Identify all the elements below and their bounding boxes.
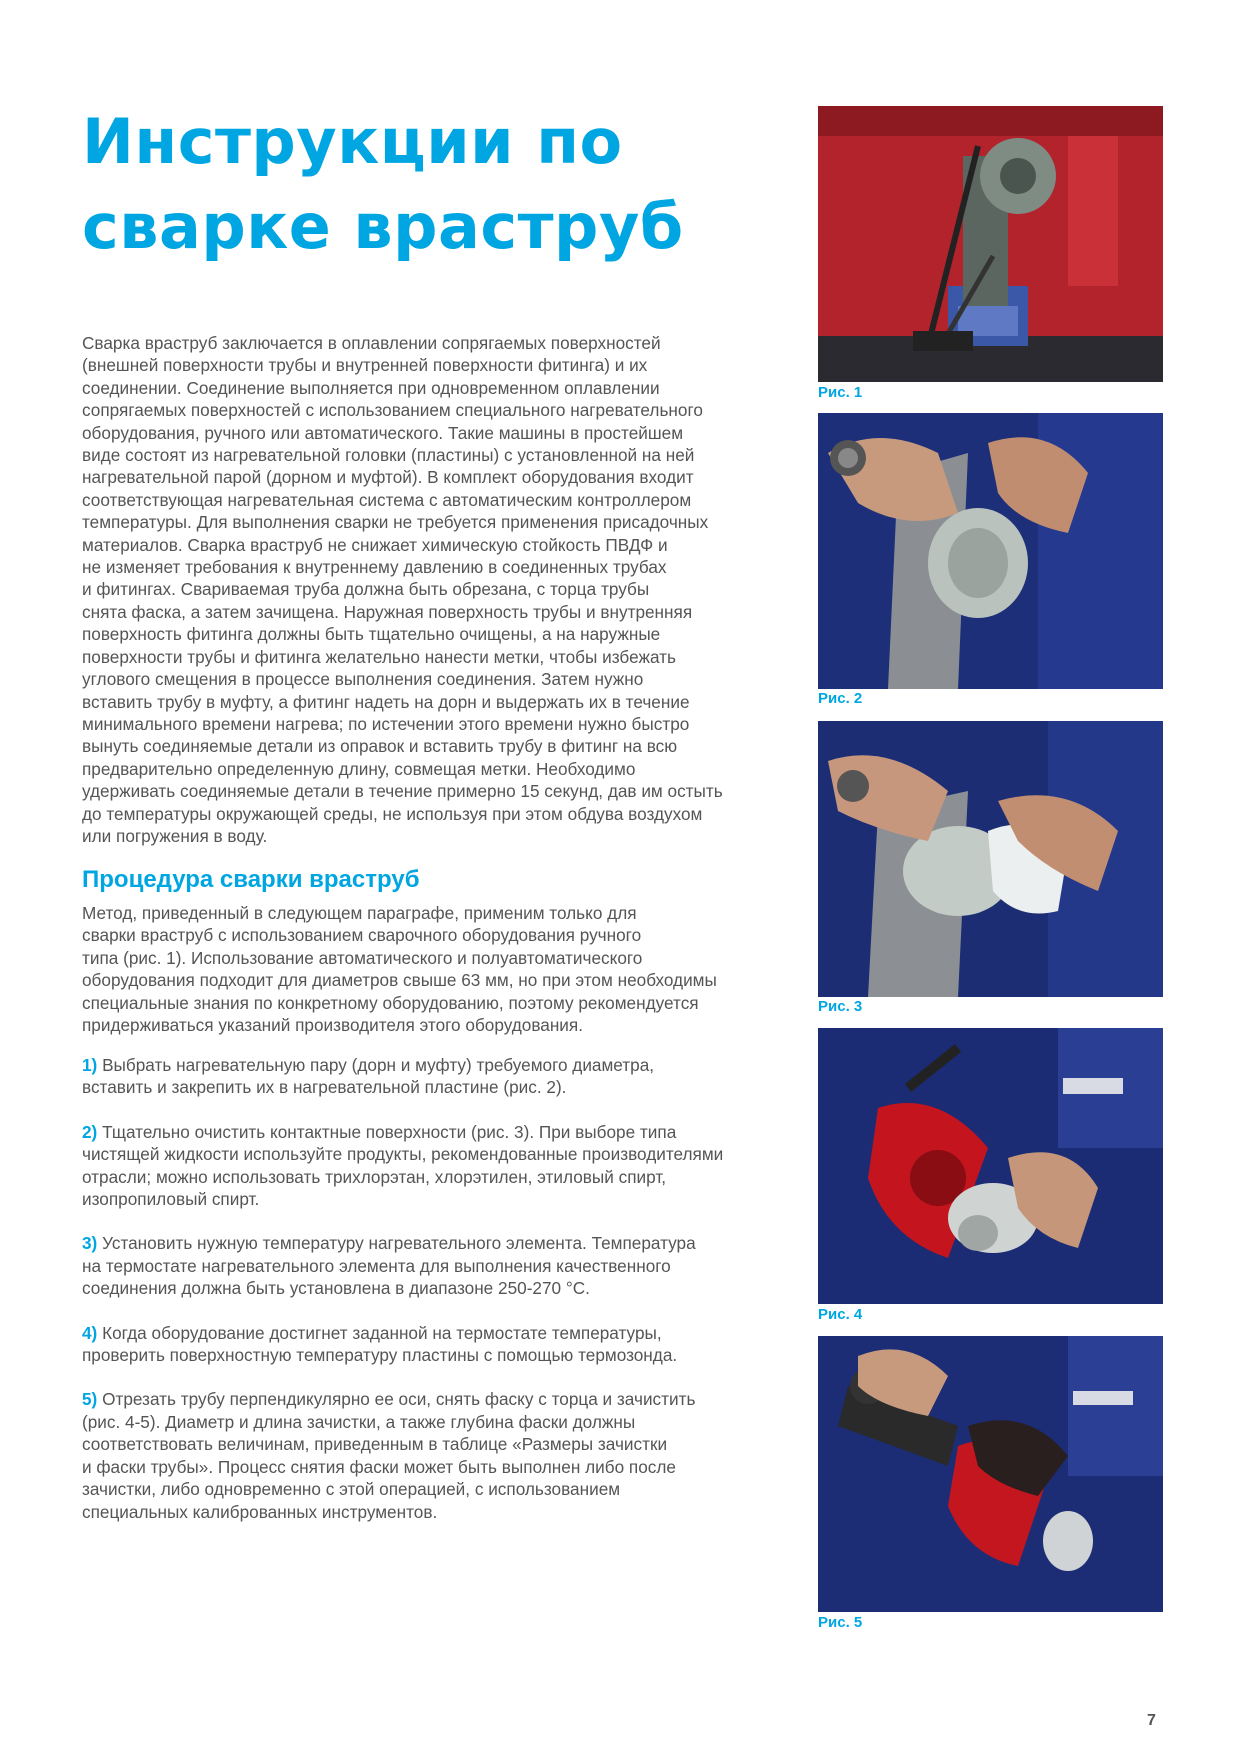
figure-5-caption: Рис. 5 [818, 1614, 863, 1631]
text-line: типа (рис. 1). Использование автоматического и полуавтоматического [82, 947, 643, 968]
text-line: вставить трубу в муфту, а фитинг надеть на дорн и выдержать их в течение [82, 691, 690, 712]
step-number: 3) [82, 1233, 98, 1254]
step-line [82, 1121, 802, 1143]
text-line: сопрягаемых поверхностей с использованием специального нагревательного [82, 400, 703, 421]
text-line: придерживаться указаний производителя этого оборудования. [82, 1015, 583, 1036]
text-line: нагревательной парой (дорном и муфтой). В комплект оборудования входит [82, 467, 694, 488]
step-line: и фаски трубы». Процесс снятия фаски может быть выполнен либо после [82, 1456, 676, 1477]
step-line [82, 1232, 802, 1254]
step-line: соответствовать величинам, приведенным в таблице «Размеры зачистки [82, 1434, 668, 1455]
step-line [82, 1388, 802, 1410]
step-line: изопропиловый спирт. [82, 1189, 260, 1210]
title-line-2: сварке враструб [82, 189, 684, 263]
step-line: на термостате нагревательного элемента для выполнения качественного [82, 1255, 671, 1276]
step-text: Когда оборудование достигнет заданной на термостате температуры, [102, 1322, 662, 1343]
step-line: вставить и закрепить их в нагревательной пластине (рис. 2). [82, 1077, 567, 1098]
step-text: Установить нужную температуру нагревательного элемента. Температура [102, 1233, 696, 1254]
text-line: вынуть соединяемые детали из оправок и вставить трубу в фитинг на всю [82, 736, 678, 757]
text-line: снята фаска, а затем зачищена. Наружная поверхность трубы и внутренняя [82, 601, 693, 622]
step-3 [82, 1232, 802, 1299]
method-paragraph [82, 902, 798, 1036]
title-line-1: Инструкции по [82, 105, 623, 178]
text-line: поверхности трубы и фитинга желательно нанести метки, чтобы избежать [82, 646, 676, 667]
section-heading: Процедура сварки враструб [82, 866, 420, 893]
step-4 [82, 1322, 802, 1367]
step-line [82, 1054, 802, 1076]
step-number: 1) [82, 1055, 98, 1075]
step-1 [82, 1054, 802, 1099]
step-text: Отрезать трубу перпендикулярно ее оси, снять фаску с торца и зачистить [102, 1389, 696, 1410]
page-title [82, 100, 782, 270]
page-number: 7 [1147, 1712, 1156, 1729]
figure-4-caption: Рис. 4 [818, 1306, 863, 1323]
figure-3-photo [818, 721, 1163, 997]
step-text: Тщательно очистить контактные поверхности (рис. 3). При выборе типа [102, 1121, 677, 1142]
step-line: (рис. 4-5). Диаметр и длина зачистки, а также глубина фаски должны [82, 1411, 636, 1432]
text-line: температуры. Для выполнения сварки не требуется применения присадочных [82, 512, 709, 533]
text-line: оборудования подходит для диаметров свыше 63 мм, но при этом необходимы [82, 970, 717, 991]
text-line: не изменяет требования к внутреннему давлению в соединенных трубах [82, 557, 667, 578]
text-line: Сварка враструб заключается в оплавлении сопрягаемых поверхностей [82, 333, 661, 353]
step-number: 4) [82, 1322, 98, 1343]
intro-paragraph [82, 332, 798, 847]
step-line: зачистки, либо одновременно с этой операцией, с использованием [82, 1479, 621, 1500]
figure-5-photo [818, 1336, 1163, 1612]
step-5 [82, 1388, 802, 1522]
text-line: и фитингах. Свариваемая труба должна быть обрезана, с торца трубы [82, 579, 650, 600]
step-line: проверить поверхностную температуру пластины с помощью термозонда. [82, 1345, 678, 1366]
step-number: 5) [82, 1389, 98, 1410]
figure-2-photo [818, 413, 1163, 689]
figure-1-caption: Рис. 1 [818, 384, 863, 401]
text-line: виде состоят из нагревательной головки (пластины) с установленной на ней [82, 445, 695, 466]
text-line: предварительно определенную длину, совмещая метки. Необходимо [82, 758, 636, 779]
step-line [82, 1322, 802, 1344]
figure-3-caption: Рис. 3 [818, 998, 863, 1015]
text-line: оборудования, ручного или автоматического. Такие машины в простейшем [82, 422, 684, 443]
text-line: поверхность фитинга должны быть тщательно очищены, а на наружные [82, 624, 661, 645]
text-line: специальные знания по конкретному оборудованию, поэтому рекомендуется [82, 992, 699, 1013]
step-line: отрасли; можно использовать трихлорэтан, хлорэтилен, этиловый спирт, [82, 1166, 667, 1187]
text-line: соответствующая нагревательная система с автоматическим контроллером [82, 489, 692, 510]
step-2 [82, 1121, 802, 1211]
text-line: или погружения в воду. [82, 825, 268, 846]
text-line: углового смещения в процессе выполнения соединения. Затем нужно [82, 669, 644, 690]
step-line: специальных калиброванных инструментов. [82, 1501, 438, 1522]
steps-list [82, 1054, 802, 1545]
text-line: минимального времени нагрева; по истечении этого времени нужно быстро [82, 713, 690, 734]
text-line: материалов. Сварка враструб не снижает химическую стойкость ПВДФ и [82, 534, 668, 555]
step-line: соединения должна быть установлена в диапазоне 250-270 °С. [82, 1278, 590, 1299]
figure-1-photo [818, 106, 1163, 382]
figure-2-caption: Рис. 2 [818, 690, 863, 707]
step-number: 2) [82, 1121, 98, 1142]
text-line: до температуры окружающей среды, не используя при этом обдува воздухом [82, 803, 703, 824]
step-text: Выбрать нагревательную пару (дорн и муфту) требуемого диаметра, [97, 1055, 655, 1075]
text-line: соединении. Соединение выполняется при одновременном оплавлении [82, 377, 660, 398]
text-line: (внешней поверхности трубы и внутренней поверхности фитинга) и их [82, 355, 648, 376]
text-line: удерживать соединяемые детали в течение примерно 15 секунд, дав им остыть [82, 781, 723, 802]
step-line: чистящей жидкости используйте продукты, рекомендованные производителями [82, 1144, 724, 1165]
figure-4-photo [818, 1028, 1163, 1304]
text-line: сварки враструб с использованием сварочного оборудования ручного [82, 925, 642, 946]
text-line: Метод, приведенный в следующем параграфе, применим только для [82, 903, 637, 923]
